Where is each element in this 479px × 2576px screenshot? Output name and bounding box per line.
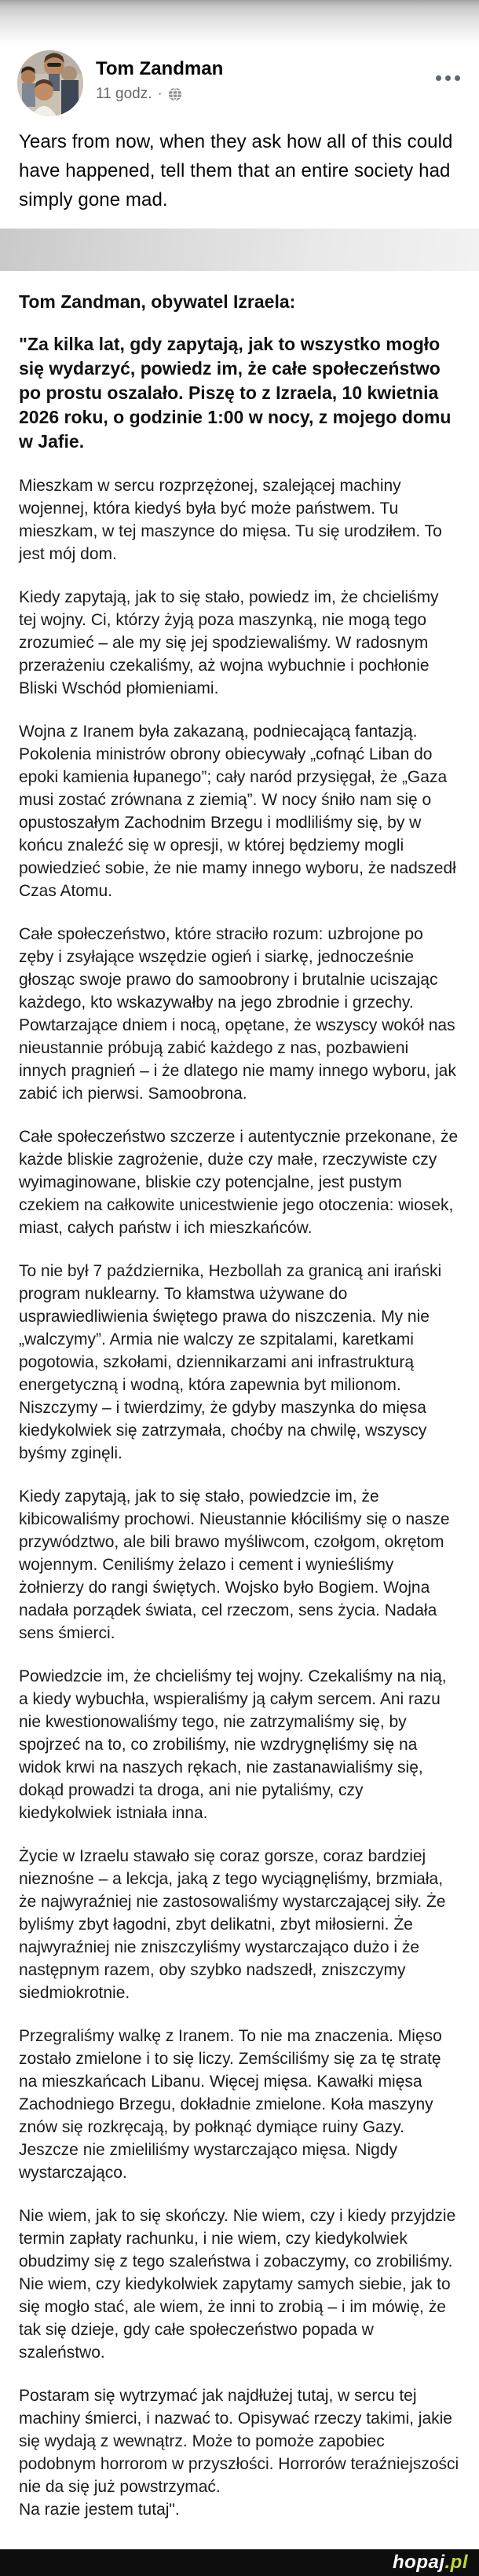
article-lead-paragraph: "Za kilka lat, gdy zapytają, jak to wszystko mogło się wydarzyć, powiedz im, że całe społeczeństwo po prostu oszalało. Piszę to z Izraela, 10 kwietnia 2026 roku, o godzinie 1:00 w nocy, z mojego domu w Jafie. bbox=[19, 334, 452, 452]
article-paragraph: Wojna z Iranem była zakazaną, podniecającą fantazją. Pokolenia ministrów obrony obiecywały „cofnąć Liban do epoki kamienia łupanego”; cały naród przysięgał, że „Gaza musi zostać zrównana z ziemią”. W nocy śniło nam się o opustoszałym Zachodnim Brzegu i modliliśmy się, by w końcu znaleźć się w opresji, w której będziemy mogli powiedzieć sobie, że nie mamy innego wyboru, że nadszedł Czas Atomu. bbox=[19, 723, 456, 900]
article-heading: Tom Zandman, obywatel Izraela: bbox=[19, 291, 296, 312]
post-header bbox=[0, 46, 479, 116]
avatar[interactable] bbox=[17, 50, 83, 116]
ellipsis-icon bbox=[436, 75, 441, 81]
hopaj-logo bbox=[393, 2552, 468, 2574]
brand-name: hopaj bbox=[393, 2552, 445, 2573]
watermark-bar bbox=[0, 2549, 479, 2576]
article-paragraph: Całe społeczeństwo szczerze i autentycznie przekonane, że każde bliskie zagrożenie, duże czy małe, rzeczywiste czy wyimaginowane, bliskie czy potencjalne, jest pustym czekiem na całkowite unicestwienie jego otoczenia: wiosek, miast, całych państw i ich mieszkańców. bbox=[19, 1128, 459, 1237]
meta-separator: · bbox=[157, 86, 163, 102]
ellipsis-icon bbox=[455, 75, 460, 81]
more-options-button[interactable] bbox=[433, 64, 463, 92]
top-gradient bbox=[0, 0, 479, 46]
avatar-photo bbox=[17, 50, 83, 116]
ellipsis-icon bbox=[445, 75, 451, 81]
article-paragraph: Kiedy zapytają, jak to się stało, powiedz im, że chcieliśmy tej wojny. Ci, którzy żyją poza maszynką, nie mogą tego zrozumieć – ale my się jej spodziewaliśmy. W radosnym przerażeniu czekaliśmy, aż wojna wybuchnie i pochłonie Bliski Wschód płomieniami. bbox=[19, 588, 439, 697]
article-paragraph: Powiedzcie im, że chcieliśmy tej wojny. Czekaliśmy na nią, a kiedy wybuchła, wspieraliśmy ją całym sercem. Ani razu nie kwestionowaliśmy tego, nie zatrzymaliśmy się, by spojrzeć na to, co zrobiliśmy, nie wzdrygnęliśmy się na widok krwi na naszych rękach, nie zastanawialiśmy się, dokąd prowadzi ta droga, ani nie pytaliśmy, czy kiedykolwiek istniała inna. bbox=[19, 1667, 447, 1822]
closing-line: Na razie jestem tutaj". bbox=[19, 2501, 180, 2519]
article-section bbox=[0, 271, 479, 2549]
post-head-text bbox=[96, 50, 433, 104]
article-paragraph: Nie wiem, jak to się skończy. Nie wiem, czy i kiedy przyjdzie termin zapłaty rachunku, i nie wiem, czy kiedykolwiek obudzimy się z tego szaleństwa i zobaczymy, co zrobiliśmy. Nie wiem, czy kiedykolwiek zapytamy samych siebie, jak to się mogło stać, ale wiem, że inni to zrobią – i im mówię, że tak się dzieje, gdy całe społeczeństwo popada w szaleństwo. bbox=[19, 2207, 456, 2362]
facebook-post bbox=[0, 46, 479, 229]
globe-icon bbox=[168, 87, 182, 101]
article-paragraph: To nie był 7 października, Hezbollah za granicą ani irański program nuklearny. To kłamstwa używane do usprawiedliwienia świętego prawa do niszczenia. My nie „walczymy”. Armia nie walczy ze szpitalami, karetkami pogotowia, szkołami, dziennikarzami ani infrastrukturą energetyczną i wodną, która zapewnia byt milionom. Niszczymy – i twierdzimy, że gdyby maszynka do mięsa kiedykolwiek się zatrzymała, choćby na chwilę, wszyscy byśmy zginęli. bbox=[19, 1262, 442, 1462]
post-timestamp[interactable]: 11 godz. bbox=[96, 86, 152, 102]
article-paragraph: Całe społeczeństwo, które straciło rozum: uzbrojone po zęby i zsyłające wszędzie ogień i siarkę, jednocześnie głosząc swoje prawo do samoobrony i brutalnie uciszając każdego, kto wskazywałby na jego zbrodnie i grzechy. Powtarzające dniem i nocą, opętane, że wszyscy wokół nas nieustannie próbują zabić każdego z nas, pozbawieni innych pragnień – i że dlatego nie mamy innego wyboru, jak zabić ich pierwsi. Samoobrona. bbox=[19, 925, 456, 1103]
post-author-name[interactable]: Tom Zandman bbox=[96, 58, 224, 79]
post-message: Years from now, when they ask how all of this could have happened, tell them that an entire society had simply gone mad. bbox=[19, 131, 453, 210]
article-closing-paragraph bbox=[19, 2384, 460, 2521]
brand-tld: .pl bbox=[444, 2552, 468, 2573]
post-meta bbox=[96, 85, 433, 104]
closing-paragraph-text: Postaram się wytrzymać jak najdłużej tutaj, w sercu tej machiny śmierci, i nazwać to. Opisywać rzeczy takimi, jakie się wydają z wewnątrz. Może to pomoże zapobiec podobnym horrorom w przyszłości. Horrorów teraźniejszości nie da się już powstrzymać. bbox=[19, 2387, 459, 2496]
article-paragraph: Mieszkam w sercu rozprzężonej, szalejącej machiny wojennej, która kiedyś była być może państwem. Tu mieszkam, w tej maszynce do mięsa. Tu się urodziłem. To jest mój dom. bbox=[19, 477, 442, 563]
article-paragraph: Kiedy zapytają, jak to się stało, powiedzcie im, że kibicowaliśmy prochowi. Nieustannie kłóciliśmy się o nasze przywództwo, ale bili brawo myśliwcom, czołgom, okrętom wojennym. Ceniliśmy żelazo i cement i wynieśliśmy żołnierzy do rangi świętych. Wojsko było Bogiem. Wojna nadała porządek świata, cel rzeczom, sens życia. Nadała sens śmierci. bbox=[19, 1487, 450, 1642]
article-paragraph: Przegraliśmy walkę z Iranem. To nie ma znaczenia. Mięso zostało zmielone i to się liczy. Zemściliśmy się za tę stratę na mieszkańcach Libanu. Więcej mięsa. Kawałki mięsa Zachodniego Brzegu, dokładnie zmielone. Koła maszyny znów się rozkręcają, by połknąć dymiące ruiny Gazy. Jeszcze nie zmieliliśmy wystarczająco mięsa. Nigdy wystarczająco. bbox=[19, 2027, 442, 2182]
screenshot-divider bbox=[0, 229, 479, 271]
article-paragraph: Życie w Izraelu stawało się coraz gorsze, coraz bardziej nieznośne – a lekcja, jaką z tego wyciągnęliśmy, brzmiała, że najwyraźniej nie zastosowaliśmy wystarczającej siły. Że byliśmy zbyt łagodni, zbyt delikatni, zbyt miłosierni. Że najwyraźniej nie zniszczyliśmy wystarczająco dużo i że następnym razem, oby szybko nadszedł, zniszczymy siedmiokrotnie. bbox=[19, 1847, 446, 2002]
